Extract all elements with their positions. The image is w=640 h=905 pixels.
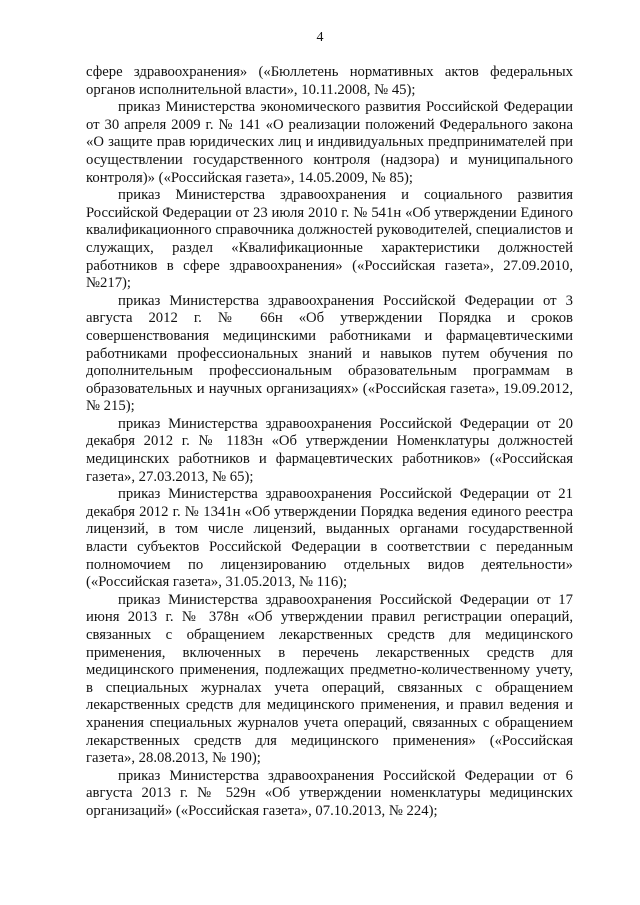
paragraph-order-minzdravsocrazvitiya-541n: приказ Министерства здравоохранения и социального развития Российской Федерации от 23 июля 2010 г. № 541н «Об утверждении Единого квалификационного справочника должностей руководителей, специалистов и служащих, раздел «Квалификационные характеристики должностей работников в сфере здравоохранения» («Российская газета», 27.09.2010, №217);: [86, 187, 573, 292]
paragraph-order-minzdrav-66n: приказ Министерства здравоохранения Российской Федерации от 3 августа 2012 г. № 66н «Об утверждении Порядка и сроков совершенствования медицинскими работниками и фармацевтическими работниками профессиональных знаний и навыков путем обучения по дополнительным профессиональным образовательным программам в образовательных и научных организациях» («Российская газета», 19.09.2012, № 215);: [86, 292, 573, 415]
paragraph-order-minzdrav-1341n: приказ Министерства здравоохранения Российской Федерации от 21 декабря 2012 г. № 1341н «Об утверждении Порядка ведения единого реестра лицензий, в том числе лицензий, выданных органами государственной власти субъектов Российской Федерации в соответствии с переданным полномочием по лицензированию отдельных видов деятельности» («Российская газета», 31.05.2013, № 116);: [86, 486, 573, 591]
document-body: [86, 64, 573, 821]
paragraph-order-minzdrav-529n: приказ Министерства здравоохранения Российской Федерации от 6 августа 2013 г. № 529н «Об утверждении номенклатуры медицинских организаций» («Российская газета», 07.10.2013, № 224);: [86, 767, 573, 819]
page-number: 4: [316, 30, 324, 45]
paragraph-order-minzdrav-1183n: приказ Министерства здравоохранения Российской Федерации от 20 декабря 2012 г. № 1183н «Об утверждении Номенклатуры должностей медицинских работников и фармацевтических работников» («Российская газета», 27.03.2013, № 65);: [86, 415, 573, 485]
paragraph-order-mineconomrazvitiya-141: приказ Министерства экономического развития Российской Федерации от 30 апреля 2009 г. № 141 «О реализации положений Федерального закона «О защите прав юридических лиц и индивидуальных предпринимателей при осуществлении государственного контроля (надзора) и муниципального контроля)» («Российская газета», 14.05.2009, № 85);: [86, 99, 573, 186]
paragraph-order-minzdrav-378n: приказ Министерства здравоохранения Российской Федерации от 17 июня 2013 г. № 378н «Об утверждении правил регистрации операций, связанных с обращением лекарственных средств для медицинского применения, включенных в перечень лекарственных средств для медицинского применения, подлежащих предметно-количественному учету, в специальных журналах учета операций, связанных с обращением лекарственных средств для медицинского применения, и правил ведения и хранения специальных журналов учета операций, связанных с обращением лекарственных средств для медицинского применения» («Российская газета», 28.08.2013, № 190);: [86, 591, 573, 767]
paragraph-continuation: сфере здравоохранения» («Бюллетень нормативных актов федеральных органов исполнительной власти», 10.11.2008, № 45);: [86, 64, 573, 98]
